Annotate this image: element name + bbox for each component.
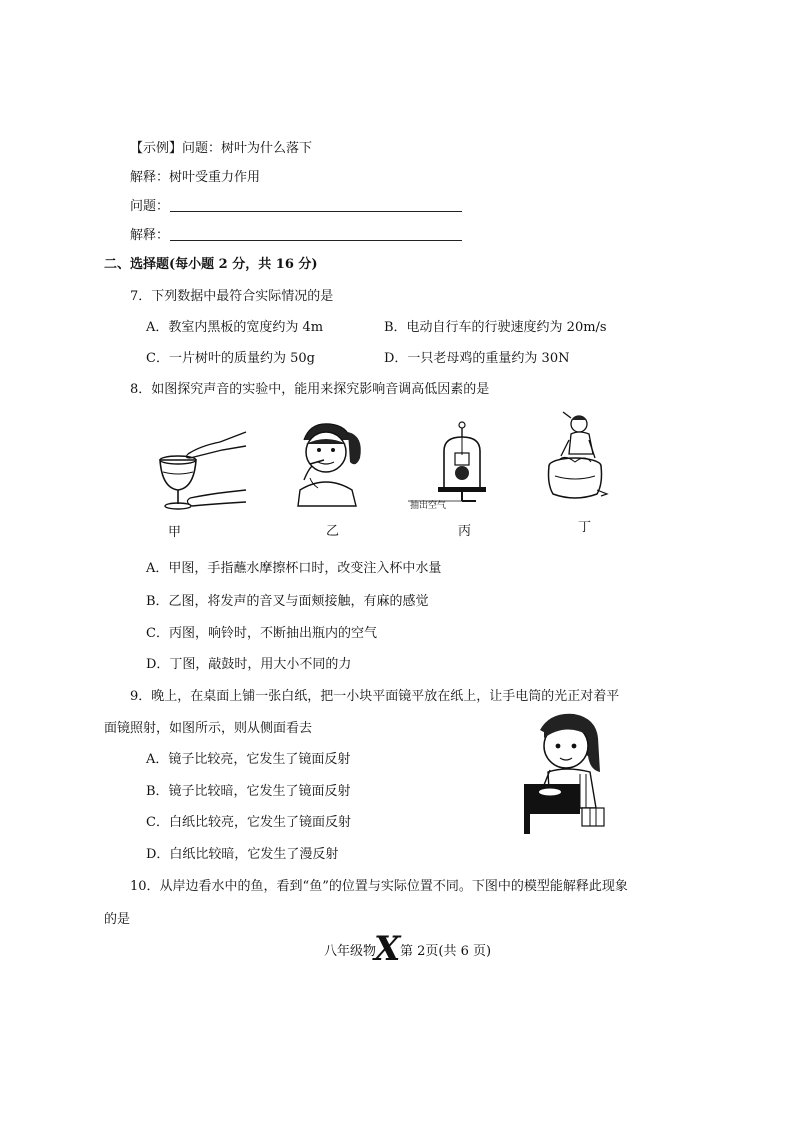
q9-stem-line2: 面镜照射，如图所示，则从侧面看去 [104, 721, 313, 736]
glass-with-hand-figure [150, 420, 250, 515]
blank-question-label: 问题： [130, 199, 170, 214]
footer-page-number: 第 2页(共 6 页) [400, 944, 492, 959]
blank-explain-label: 解释： [130, 228, 170, 243]
q7-option-c: C．一片树叶的质量约为 50g [146, 351, 315, 366]
q9-option-b: B．镜子比较暗，它发生了镜面反射 [146, 784, 351, 799]
q8-option-a: A．甲图，手指蘸水摩擦杯口时，改变注入杯中水量 [146, 561, 442, 576]
q8-option-b: B．乙图，将发声的音叉与面颊接触，有麻的感觉 [146, 594, 429, 609]
blank-explain-line[interactable] [170, 240, 462, 241]
bell-jar-figure [400, 415, 500, 510]
q9-option-a: A．镜子比较亮，它发生了镜面反射 [146, 752, 351, 767]
q9-option-c: C．白纸比较亮，它发生了镜面反射 [146, 815, 351, 830]
figure-label-jia: 甲 [168, 525, 182, 540]
bell-jar-caption: 抽出空气 [410, 501, 447, 511]
figure-label-ding: 丁 [578, 520, 592, 535]
footer-grade-subject: 八年级物 [324, 944, 377, 959]
example-question: 【示例】问题：树叶为什么落下 [130, 141, 313, 156]
q8-stem: 8．如图探究声音的实验中，能用来探究影响音调高低因素的是 [130, 382, 490, 397]
girl-tuning-fork-figure [290, 418, 370, 508]
q8-option-d: D．丁图，敲鼓时，用大小不同的力 [146, 657, 352, 672]
girl-flashlight-mirror-figure [520, 712, 620, 837]
q7-stem: 7．下列数据中最符合实际情况的是 [130, 289, 334, 304]
example-explanation: 解释：树叶受重力作用 [130, 170, 261, 185]
figure-label-bing: 丙 [458, 524, 472, 539]
q8-option-c: C．丙图，响铃时，不断抽出瓶内的空气 [146, 626, 377, 641]
q9-option-d: D．白纸比较暗，它发生了漫反射 [146, 847, 339, 862]
q10-stem-line1: 10．从岸边看水中的鱼，看到“鱼”的位置与实际位置不同。下图中的模型能解释此现象 [130, 879, 628, 894]
figure-label-yi: 乙 [326, 524, 340, 539]
drum-figure [535, 410, 615, 505]
q9-stem-line1: 9．晚上，在桌面上铺一张白纸，把一小块平面镜平放在纸上，让手电筒的光正对着平 [130, 689, 620, 704]
footer-x-mark: X [374, 929, 401, 969]
q7-option-b: B．电动自行车的行驶速度约为 20m/s [384, 320, 607, 335]
blank-question-line[interactable] [170, 211, 462, 212]
q10-stem-line2: 的是 [104, 912, 131, 927]
q7-option-d: D．一只老母鸡的重量约为 30N [384, 351, 570, 366]
section-heading: 二、选择题(每小题 2 分，共 16 分) [104, 257, 318, 272]
q7-option-a: A．教室内黑板的宽度约为 4m [146, 320, 324, 335]
